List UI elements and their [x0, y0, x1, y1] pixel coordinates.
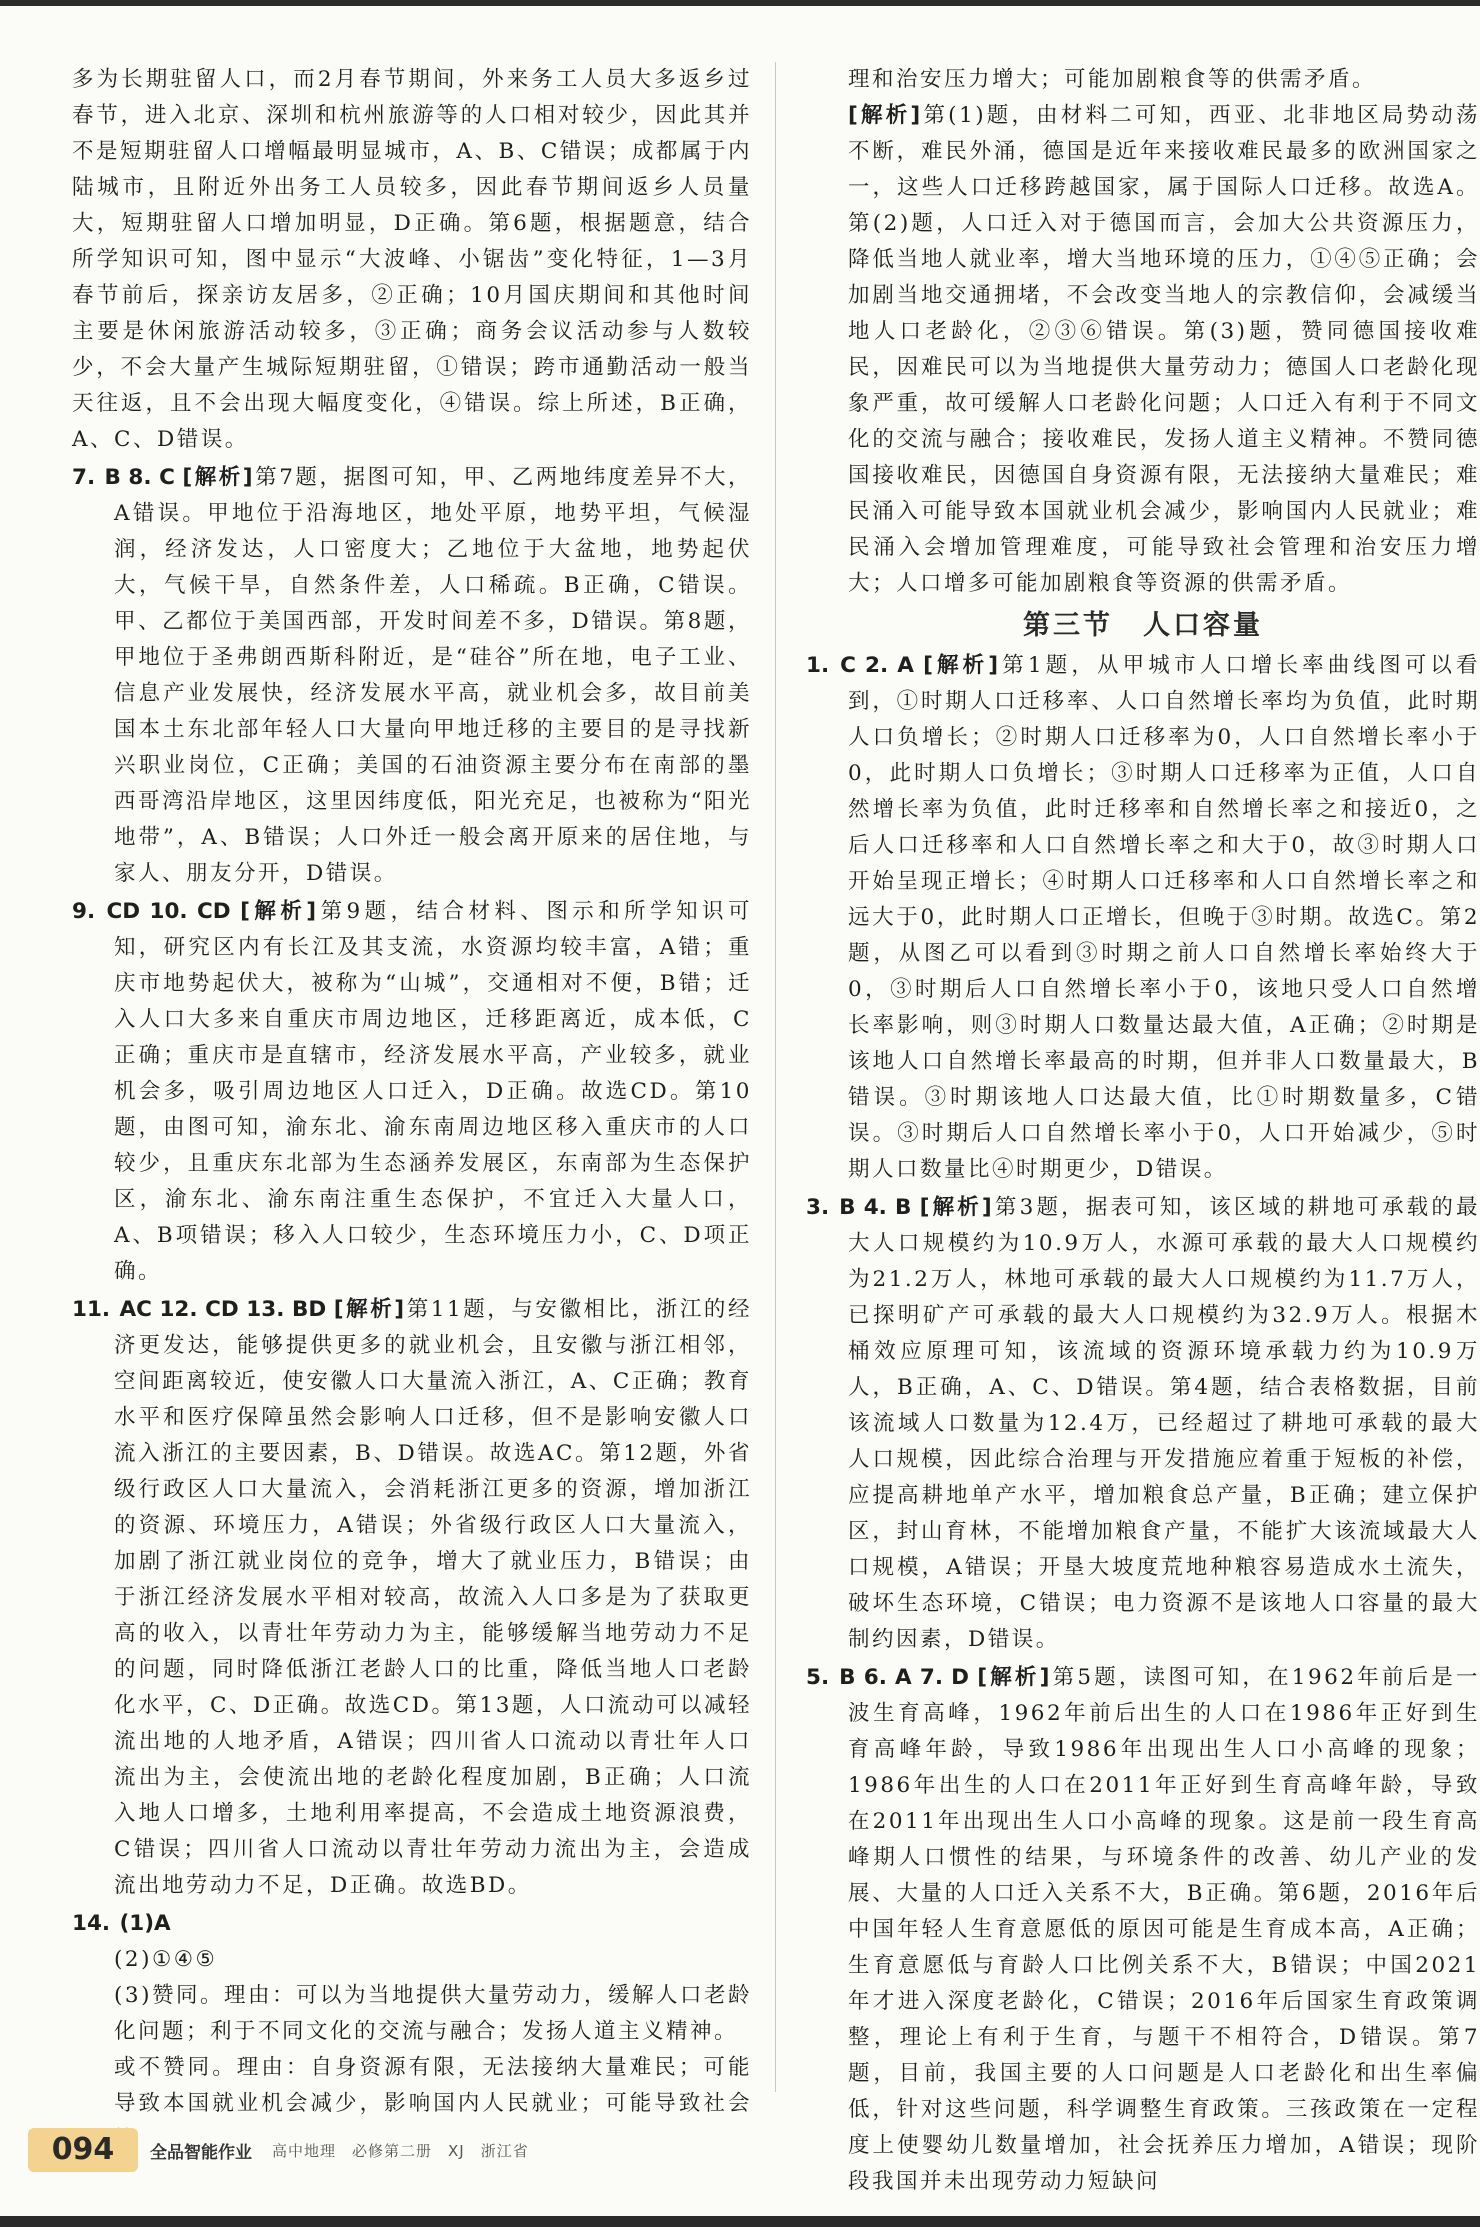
- analysis-text: 第(1)题，由材料二可知，西亚、北非地区局势动荡不断，难民外涌，德国是近年来接收难民最多的欧洲国家之一，这些人口迁移跨越国家，属于国际人口迁移。故选A。第(2)题，人口迁入对于德国而言，会加大公共资源压力，降低当地人就业率，增大当地环境的压力，①④⑤正确；会加剧当地交通拥堵，不会改变当地人的宗教信仰，会减缓当地人口老龄化，②③⑥错误。第(3)题，赞同德国接收难民，因难民可以为当地提供大量劳动力；德国人口老龄化现象严重，故可缓解人口老龄化问题；人口迁入有利于不同文化的交流与融合；接收难民，发扬人道主义精神。不赞同德国接收难民，因德国自身资源有限，无法接纳大量难民；难民涌入可能导致本国就业机会减少，影响国内人民就业；难民涌入会增加管理难度，可能导致社会管理和治安压力增大；人口增多可能加剧粮食等资源的供需矛盾。: [848, 103, 1480, 596]
- answer-line: 或不赞同。理由：自身资源有限，无法接纳大量难民；可能导致本国就业机会减少，影响国内人民就业；可能导致社会: [114, 2055, 752, 2116]
- right-column: [806, 62, 1480, 2194]
- answer-key: CD 10. CD: [106, 899, 241, 924]
- answer-key: AC 12. CD 13. BD: [119, 1297, 334, 1322]
- analysis-tag: [解析]: [919, 1195, 995, 1220]
- analysis-tag: [解析]: [333, 1297, 407, 1322]
- answer-key: (1)A: [119, 1911, 171, 1936]
- question-number: 9.: [72, 899, 96, 924]
- brand-name: 全品智能作业: [150, 2143, 252, 2163]
- question-number: 11.: [72, 1297, 111, 1322]
- analysis-paragraph: [806, 98, 1480, 602]
- page-number: 094: [28, 2128, 138, 2172]
- answer-key: B 6. A 7. D: [839, 1665, 978, 1690]
- answer-key: B 4. B: [839, 1195, 920, 1220]
- analysis-text: 第11题，与安徽相比，浙江的经济更发达，能够提供更多的就业机会，且安徽与浙江相邻，空间距离较近，使安徽人口大量流入浙江，A、C正确；教育水平和医疗保障虽然会影响人口迁移，但不是影响安徽人口流入浙江的主要因素，B、D错误。故选AC。第12题，外省级行政区人口大量流入，会消耗浙江更多的资源，增加浙江的资源、环境压力，A错误；外省级行政区人口大量流入，加剧了浙江就业岗位的竞争，增大了就业压力，B错误；由于浙江经济发展水平相对较高，故流入人口多是为了获取更高的收入，以青壮年劳动力为主，能够缓解当地劳动力不足的问题，同时降低浙江老龄人口的比重，降低当地人口老龄化水平，C、D正确。故选CD。第13题，人口流动可以减轻流出地的人地矛盾，A错误；四川省人口流动以青壮年人口流出为主，会使流出地的老龄化程度加剧，B正确；人口流入地人口增多，土地利用率提高，不会造成土地资源浪费，C错误；四川省人口流动以青壮年劳动力流出为主，会造成流出地劳动力不足，D正确。故选BD。: [114, 1297, 752, 1898]
- question-item: [72, 460, 752, 892]
- paragraph: 多为长期驻留人口，而2月春节期间，外来务工人员大多返乡过春节，进入北京、深圳和杭州旅游等的人口相对较少，因此其并不是短期驻留人口增幅最明显城市，A、B、C错误；成都属于内陆城市，且附近外出务工人员较多，因此春节期间返乡人员量大，短期驻留人口增加明显，D正确。第6题，根据题意，结合所学知识可知，图中显示“大波峰、小锯齿”变化特征，1—3月春节前后，探亲访友居多，②正确；10月国庆期间和其他时间主要是休闲旅游活动较多，③正确；商务会议活动参与人数较少，不会大量产生城际短期驻留，①错误；跨市通勤活动一般当天往返，且不会出现大幅度变化，④错误。综上所述，B正确，A、C、D错误。: [72, 67, 752, 452]
- question-item: [72, 1906, 752, 1942]
- question-number: 5.: [806, 1665, 830, 1690]
- question-item: [806, 648, 1480, 1188]
- question-number: 7.: [72, 465, 96, 490]
- answer-line: (2)①④⑤: [114, 1947, 218, 1972]
- question-item: [806, 1190, 1480, 1658]
- analysis-tag: [解析]: [848, 103, 923, 128]
- answer-key: C 2. A: [840, 653, 924, 678]
- book-meta: 高中地理 必修第二册 XJ 浙江省: [272, 2142, 529, 2160]
- analysis-tag: [解析]: [240, 899, 319, 924]
- analysis-text: 第1题，从甲城市人口增长率曲线图可以看到，①时期人口迁移率、人口自然增长率均为负值，此时期人口负增长；②时期人口迁移率为0，人口自然增长率小于0，此时期人口负增长；③时期人口迁移率为正值，人口自然增长率为负值，此时迁移率和自然增长率之和接近0，之后人口迁移率和人口自然增长率之和大于0，故③时期人口开始呈现正增长；④时期人口迁移率和人口自然增长率之和远大于0，此时期人口正增长，但晚于③时期。故选C。第2题，从图乙可以看到③时期之前人口自然增长率始终大于0，③时期后人口自然增长率小于0，该地只受人口自然增长率影响，则③时期人口数量达最大值，A正确；②时期是该地人口自然增长率最高的时期，但并非人口数量最大，B错误。③时期该地人口达最大值，比①时期数量多，C错误。③时期后人口自然增长率小于0，人口开始减少，⑤时期人口数量比④时期更少，D错误。: [848, 653, 1480, 1182]
- question-number: 3.: [806, 1195, 830, 1220]
- question-number: 1.: [806, 653, 830, 678]
- paragraph: 理和治安压力增大；可能加剧粮食等的供需矛盾。: [848, 67, 1377, 92]
- question-item: [72, 894, 752, 1290]
- top-border: [0, 0, 1480, 6]
- analysis-text: 第5题，读图可知，在1962年前后是一波生育高峰，1962年前后出生的人口在1986年正好到生育高峰年龄，导致1986年出现出生人口小高峰的现象；1986年出生的人口在2011年正好到生育高峰年龄，导致在2011年出现出生人口小高峰的现象。这是前一段生育高峰期人口惯性的结果，与环境条件的改善、幼儿产业的发展、大量的人口迁入关系不大，B正确。第6题，2016年后中国年轻人生育意愿低的原因可能是生育成本高，A正确；生育意愿低与育龄人口比例关系不大，B错误；中国2021年才进入深度老龄化，C错误；2016年后国家生育政策调整，理论上有利于生育，与题干不相符合，D错误。第7题，目前，我国主要的人口问题是人口老龄化和出生率偏低，针对这些问题，科学调整生育政策。三孩政策在一定程度上使婴幼儿数量增加，社会抚养压力增加，A错误；现阶段我国并未出现劳动力短缺问: [848, 1665, 1480, 2194]
- question-number: 14.: [72, 1911, 111, 1936]
- analysis-text: 第7题，据图可知，甲、乙两地纬度差异不大，A错误。甲地位于沿海地区，地处平原，地势平坦，气候湿润，经济发达，人口密度大；乙地位于大盆地，地势起伏大，气候干旱，自然条件差，人口稀疏。B正确，C错误。甲、乙都位于美国西部，开发时间差不多，D错误。第8题，甲地位于圣弗朗西斯科附近，是“硅谷”所在地，电子工业、信息产业发展快，经济发展水平高，就业机会多，故目前美国本土东北部年轻人口大量向甲地迁移的主要目的是寻找新兴职业岗位，C正确；美国的石油资源主要分布在南部的墨西哥湾沿岸地区，这里因纬度低，阳光充足，也被称为“阳光地带”，A、B错误；人口外迁一般会离开原来的居住地，与家人、朋友分开，D错误。: [114, 465, 753, 886]
- left-column: [72, 62, 753, 2116]
- analysis-tag: [解析]: [182, 465, 256, 490]
- question-item: [806, 1660, 1480, 2200]
- column-divider: [775, 62, 776, 2092]
- bottom-border: [0, 2216, 1480, 2227]
- answer-line: (3)赞同。理由：可以为当地提供大量劳动力，缓解人口老龄化问题；利于不同文化的交流与融合；发扬人道主义精神。: [114, 1983, 752, 2044]
- section-title: 第三节 人口容量: [1023, 610, 1263, 641]
- analysis-tag: [解析]: [923, 653, 1001, 678]
- answer-key: B 8. C: [104, 465, 183, 490]
- analysis-text: 第3题，据表可知，该区域的耕地可承载的最大人口规模约为10.9万人，水源可承载的最大人口规模约为21.2万人，林地可承载的最大人口规模约为11.7万人，已探明矿产可承载的最大人口规模约为32.9万人。根据木桶效应原理可知，该流域的资源环境承载力约为10.9万人，B正确，A、C、D错误。第4题，结合表格数据，目前该流域人口数量为12.4万，已经超过了耕地可承载的最大人口规模，因此综合治理与开发措施应着重于短板的补偿，应提高耕地单产水平，增加粮食总产量，B正确；建立保护区，封山育林，不能增加粮食产量，不能扩大该流域最大人口规模，A错误；开垦大坡度荒地种粮容易造成水土流失，破坏生态环境，C错误；电力资源不是该地人口容量的最大制约因素，D错误。: [848, 1195, 1480, 1652]
- question-item: [72, 1292, 752, 1904]
- analysis-text: 第9题，结合材料、图示和所学知识可知，研究区内有长江及其支流，水资源均较丰富，A错；重庆市地势起伏大，被称为“山城”，交通相对不便，B错；迁入人口大多来自重庆市周边地区，迁移距离近，成本低，C正确；重庆市是直辖市，经济发展水平高，产业较多，就业机会多，吸引周边地区人口迁入，D正确。故选CD。第10题，由图可知，渝东北、渝东南周边地区移入重庆市的人口较少，且重庆东北部为生态涵养发展区，东南部为生态保护区，渝东北、渝东南注重生态保护，不宜迁入大量人口，A、B项错误；移入人口较少，生态环境压力小，C、D项正确。: [114, 899, 752, 1284]
- analysis-tag: [解析]: [977, 1665, 1052, 1690]
